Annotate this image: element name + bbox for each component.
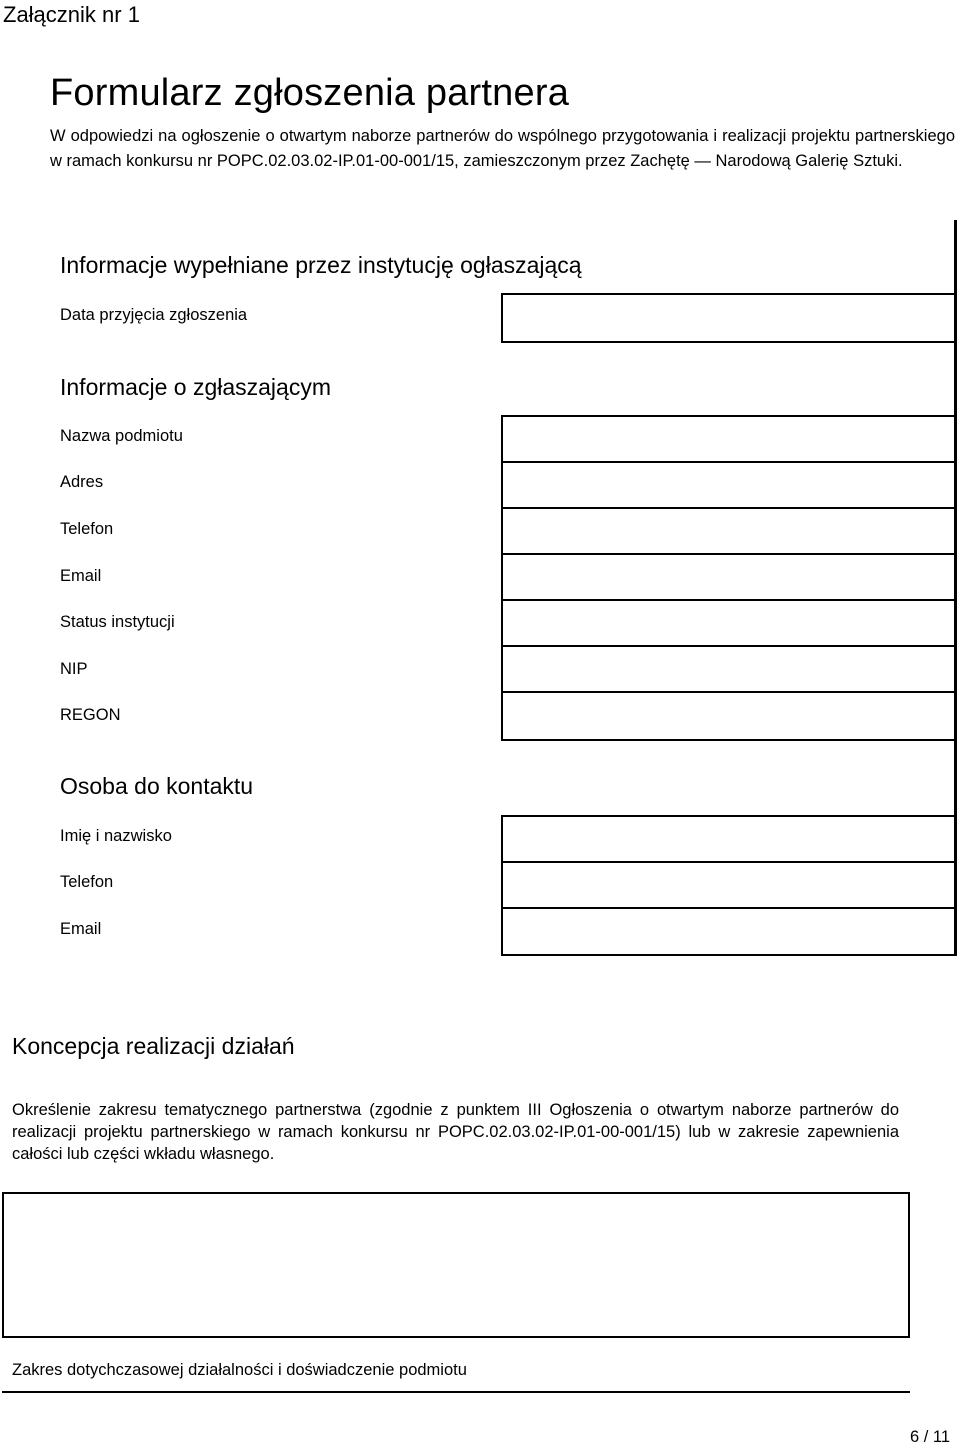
date-received-label: Data przyjęcia zgłoszenia: [60, 306, 248, 324]
contact-name-field[interactable]: [501, 815, 956, 863]
page-indicator: 6 / 11: [909, 1428, 950, 1446]
contact-name-label: Imię i nazwisko: [60, 827, 172, 845]
address-field[interactable]: [501, 461, 956, 509]
intro-text: W odpowiedzi na ogłoszenie o otwartym naborze partnerów do wspólnego przygotowania i realizacji projektu partnerskiego w ramach konkursu nr POPC.02.03.02-IP.01-00-001/15, zamieszczonym przez Zachętę — Narodową Galerię Sztuki.: [50, 127, 955, 170]
nip-field[interactable]: [501, 645, 956, 693]
email-label: Email: [60, 567, 102, 585]
contact-email-label: Email: [60, 920, 102, 938]
applicant-section-heading: Informacje o zgłaszającym: [60, 374, 331, 400]
entity-name-field[interactable]: [501, 415, 956, 463]
experience-field-top-border[interactable]: [2, 1391, 910, 1393]
email-field[interactable]: [501, 553, 956, 601]
institution-status-field[interactable]: [501, 599, 956, 647]
contact-email-field[interactable]: [501, 907, 956, 956]
regon-label: REGON: [60, 706, 121, 724]
contact-phone-field[interactable]: [501, 861, 956, 909]
nip-label: NIP: [60, 660, 88, 678]
experience-label: Zakres dotychczasowej działalności i doświadczenie podmiotu: [12, 1361, 467, 1379]
institution-status-label: Status instytucji: [60, 613, 175, 631]
phone-field[interactable]: [501, 507, 956, 555]
contact-section-heading: Osoba do kontaktu: [60, 773, 254, 799]
concept-section-heading: Koncepcja realizacji działań: [12, 1033, 295, 1059]
regon-field[interactable]: [501, 691, 956, 741]
contact-phone-label: Telefon: [60, 873, 114, 891]
thematic-scope-field[interactable]: [2, 1192, 910, 1338]
date-received-field[interactable]: [501, 293, 956, 343]
institution-section-heading: Informacje wypełniane przez instytucję ogłaszającą: [60, 252, 582, 278]
entity-name-label: Nazwa podmiotu: [60, 427, 183, 445]
phone-label: Telefon: [60, 520, 114, 538]
concept-description: Określenie zakresu tematycznego partnerstwa (zgodnie z punktem III Ogłoszenia o otwartym naborze partnerów do realizacji projektu partnerskiego w ramach konkursu nr POPC.02.03.02-IP.01-00-001/15) lub w zakresie zapewnienia całości lub części wkładu własnego.: [12, 1101, 899, 1163]
annex-label: Załącznik nr 1: [3, 2, 140, 27]
page-title: Formularz zgłoszenia partnera: [50, 72, 570, 114]
address-label: Adres: [60, 473, 104, 491]
